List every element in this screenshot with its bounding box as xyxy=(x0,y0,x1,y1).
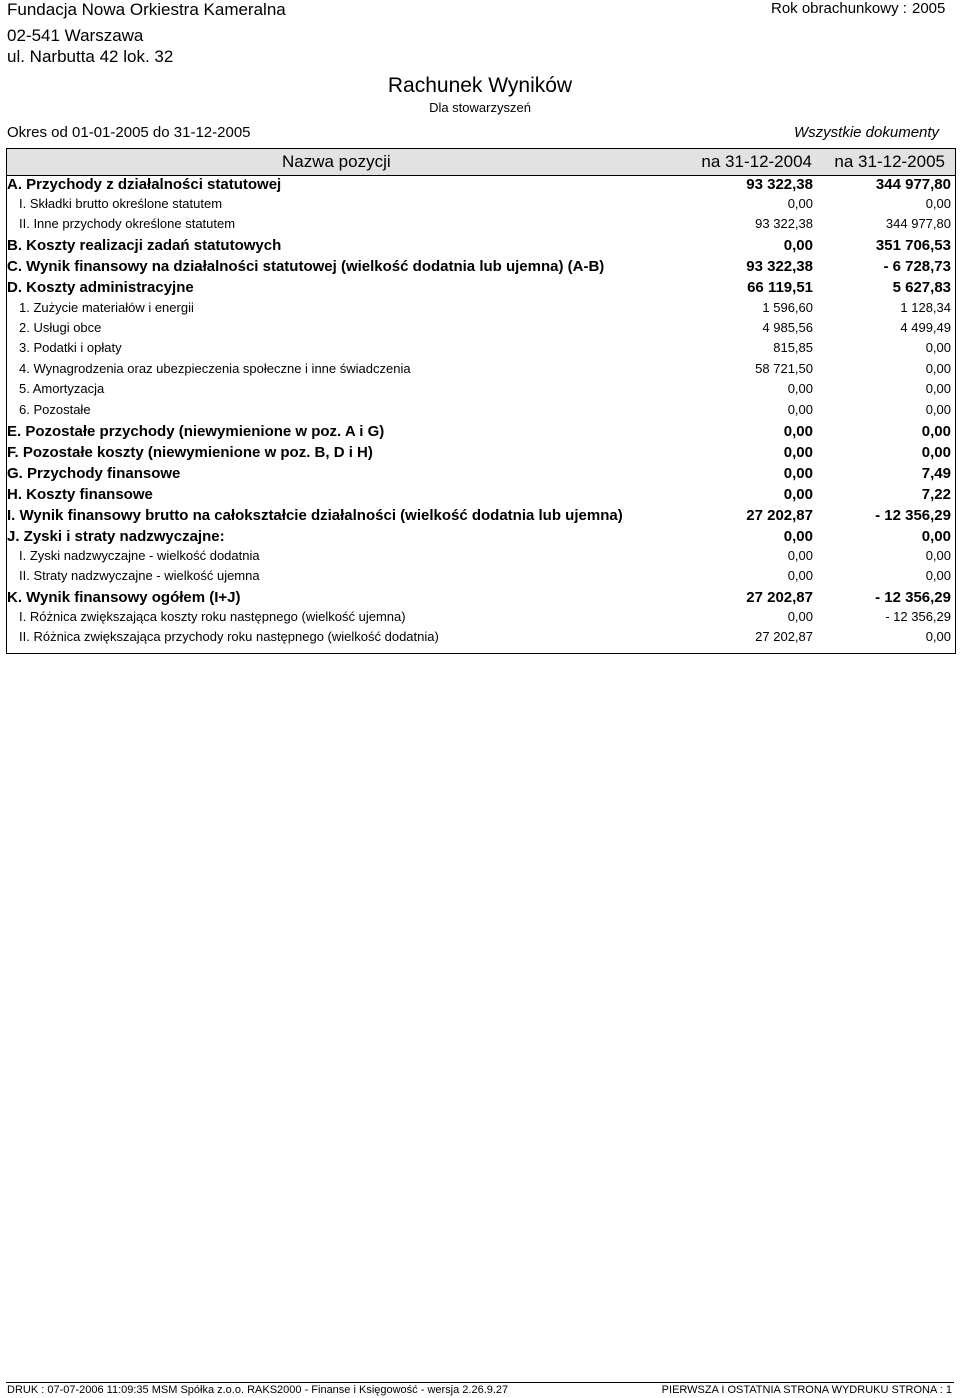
value-2004: 0,00 xyxy=(787,609,813,624)
value-2005: 7,49 xyxy=(921,465,951,482)
value-2005: 4 499,49 xyxy=(900,320,951,335)
value-2004: 27 202,87 xyxy=(746,589,813,606)
row-label: F. Pozostałe koszty (niewymienione w poz. B, D i H) xyxy=(7,444,373,461)
footer-print-info: DRUK : 07-07-2006 11:09:35 MSM Spółka z.o.o. RAKS2000 - Finanse i Księgowość - wersja 2.26.9.27 xyxy=(7,1384,509,1396)
value-2004: 0,00 xyxy=(783,465,813,482)
row-label: J. Zyski i straty nadzwyczajne: xyxy=(7,528,225,545)
value-2004: 0,00 xyxy=(783,237,813,254)
value-2004: 58 721,50 xyxy=(755,361,813,376)
row-label: 4. Wynagrodzenia oraz ubezpieczenia społeczne i inne świadczenia xyxy=(19,361,411,376)
value-2005: 0,00 xyxy=(925,196,951,211)
row-label: E. Pozostałe przychody (niewymienione w poz. A i G) xyxy=(7,423,385,440)
value-2005: 0,00 xyxy=(925,361,951,376)
footer-page-info: PIERWSZA I OSTATNIA STRONA WYDRUKU STRONA : 1 xyxy=(661,1384,952,1396)
value-2005: 351 706,53 xyxy=(875,237,951,254)
row-label: H. Koszty finansowe xyxy=(7,486,153,503)
value-2004: 4 985,56 xyxy=(762,320,813,335)
row-label: I. Różnica zwiększająca koszty roku następnego (wielkość ujemna) xyxy=(19,609,406,624)
row-label: A. Przychody z działalności statutowej xyxy=(7,176,282,193)
row-label: 6. Pozostałe xyxy=(19,402,91,417)
fiscal-year-label: Rok obrachunkowy : xyxy=(771,0,907,17)
income-statement-table xyxy=(6,148,956,654)
value-2005: - 12 356,29 xyxy=(875,589,951,606)
value-2005: 0,00 xyxy=(921,423,951,440)
row-label: B. Koszty realizacji zadań statutowych xyxy=(7,237,282,254)
row-label: 5. Amortyzacja xyxy=(19,381,105,396)
row-label: C. Wynik finansowy na działalności statutowej (wielkość dodatnia lub ujemna) (A-B) xyxy=(7,258,605,275)
value-2005: - 6 728,73 xyxy=(883,258,951,275)
value-2005: 1 128,34 xyxy=(900,300,951,315)
row-label: 2. Usługi obce xyxy=(19,320,102,335)
value-2004: 66 119,51 xyxy=(747,279,813,296)
row-label: K. Wynik finansowy ogółem (I+J) xyxy=(7,589,241,606)
value-2005: 344 977,80 xyxy=(875,176,951,193)
value-2004: 1 596,60 xyxy=(762,300,813,315)
value-2004: 27 202,87 xyxy=(746,507,813,524)
value-2004: 93 322,38 xyxy=(755,216,813,231)
value-2004: 0,00 xyxy=(787,568,813,583)
print-footer xyxy=(0,1370,960,1398)
footer-divider xyxy=(6,1382,954,1383)
value-2005: 0,00 xyxy=(921,444,951,461)
row-label: I. Składki brutto określone statutem xyxy=(19,196,223,211)
value-2005: 0,00 xyxy=(925,381,951,396)
value-2005: - 12 356,29 xyxy=(875,507,951,524)
value-2005: 0,00 xyxy=(925,629,951,644)
row-label: G. Przychody finansowe xyxy=(7,465,181,482)
row-label: D. Koszty administracyjne xyxy=(7,279,194,296)
organization-city: 02-541 Warszawa xyxy=(7,26,144,45)
row-label: II. Inne przychody określone statutem xyxy=(19,216,236,231)
row-label: 1. Zużycie materiałów i energii xyxy=(19,300,194,315)
table-header xyxy=(7,148,955,176)
report-subtitle: Dla stowarzyszeń xyxy=(429,100,531,115)
value-2005: 7,22 xyxy=(921,486,951,503)
row-label: 3. Podatki i opłaty xyxy=(19,340,122,355)
value-2005: 0,00 xyxy=(925,340,951,355)
value-2004: 0,00 xyxy=(783,486,813,503)
value-2005: - 12 356,29 xyxy=(885,609,951,624)
fiscal-year-value: 2005 xyxy=(912,0,946,17)
value-2005: 344 977,80 xyxy=(885,216,951,231)
value-2004: 0,00 xyxy=(783,444,813,461)
value-2004: 93 322,38 xyxy=(746,258,813,275)
column-header-name: Nazwa pozycji xyxy=(282,152,391,171)
row-label: II. Straty nadzwyczajne - wielkość ujemna xyxy=(19,568,260,583)
value-2005: 0,00 xyxy=(925,568,951,583)
value-2004: 0,00 xyxy=(787,381,813,396)
value-2004: 0,00 xyxy=(783,528,813,545)
organization-name: Fundacja Nowa Orkiestra Kameralna xyxy=(7,0,286,19)
value-2004: 0,00 xyxy=(787,548,813,563)
value-2004: 0,00 xyxy=(787,402,813,417)
column-header-2005: na 31-12-2005 xyxy=(834,152,945,171)
report-title: Rachunek Wyników xyxy=(387,74,573,97)
value-2005: 0,00 xyxy=(925,548,951,563)
report-period: Okres od 01-01-2005 do 31-12-2005 xyxy=(7,124,251,141)
value-2004: 0,00 xyxy=(783,423,813,440)
row-label: I. Wynik finansowy brutto na całokształcie działalności (wielkość dodatnia lub ujemna) xyxy=(7,507,623,524)
document-filter: Wszystkie dokumenty xyxy=(794,124,940,141)
value-2005: 0,00 xyxy=(925,402,951,417)
row-label: II. Różnica zwiększająca przychody roku następnego (wielkość dodatnia) xyxy=(19,629,439,644)
value-2005: 0,00 xyxy=(921,528,951,545)
value-2004: 815,85 xyxy=(773,340,813,355)
value-2005: 5 627,83 xyxy=(892,279,951,296)
value-2004: 27 202,87 xyxy=(755,629,813,644)
row-label: I. Zyski nadzwyczajne - wielkość dodatnia xyxy=(19,548,260,563)
value-2004: 0,00 xyxy=(787,196,813,211)
value-2004: 93 322,38 xyxy=(746,176,813,193)
column-header-2004: na 31-12-2004 xyxy=(701,152,812,171)
organization-street: ul. Narbutta 42 lok. 32 xyxy=(7,47,174,66)
